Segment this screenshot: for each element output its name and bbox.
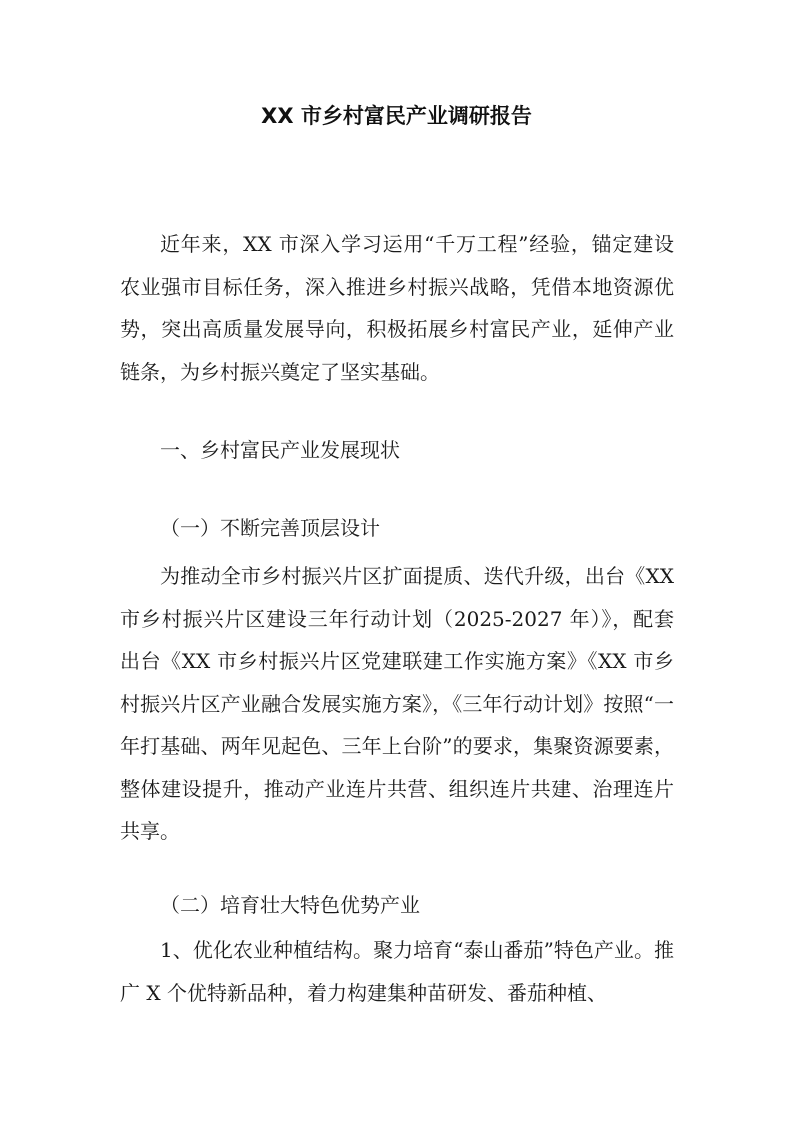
subsection-1-paragraph: 为推动全市乡村振兴片区扩面提质、迭代升级，出台《XX 市乡村振兴片区建设三年行动计划（2025-2027 年）》，配套出台《XX 市乡村振兴片区党建联建工作实施方案》《XX 市乡村振兴片区产业融合发展实施方案》，《三年行动计划》按照“一年打基础、两年见起色、三年上台阶”的要求，集聚资源要素，整体建设提升，推动产业连片共营、组织连片共建、治理连片共享。 (120, 564, 674, 843)
subsection-2-paragraph: 1、优化农业种植结构。聚力培育“泰山番茄”特色产业。推广 X 个优特新品种，着力构建集种苗研发、番茄种植、 (120, 938, 674, 1005)
subsection-heading-1: （一）不断完善顶层设计 (160, 516, 380, 540)
section-heading-1: 一、乡村富民产业发展现状 (160, 438, 400, 462)
intro-paragraph: 近年来，XX 市深入学习运用“千万工程”经验，锚定建设农业强市目标任务，深入推进乡村振兴战略，凭借本地资源优势，突出高质量发展导向，积极拓展乡村富民产业，延伸产业链条，为乡村振兴奠定了坚实基础。 (120, 232, 674, 384)
document-title: XX 市乡村富民产业调研报告 (261, 104, 532, 128)
subsection-heading-2: （二）培育壮大特色优势产业 (160, 893, 420, 917)
